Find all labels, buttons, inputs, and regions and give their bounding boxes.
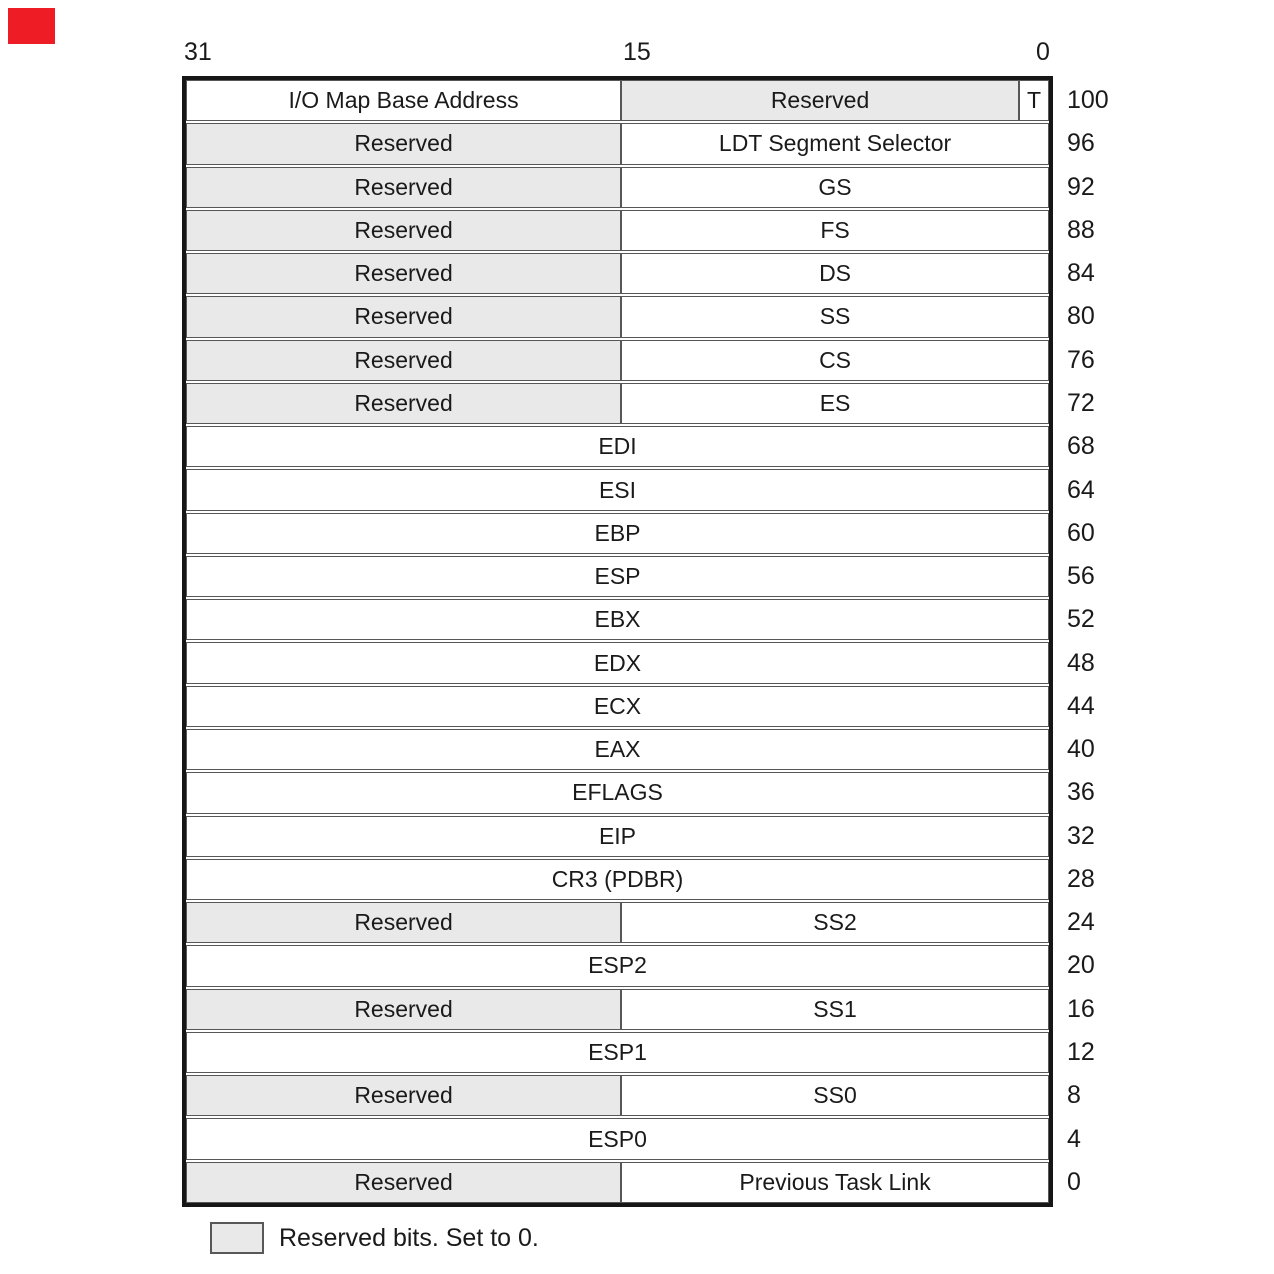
table-row [186,859,1049,900]
offset-label: 12 [1067,1037,1095,1066]
reserved-cell: Reserved [187,903,620,942]
field-cell: LDT Segment Selector [620,124,1048,163]
offset-label: 40 [1067,735,1095,764]
table-row [186,989,1049,1030]
offset-label: 16 [1067,994,1095,1023]
table-row [186,1118,1049,1159]
field-cell: SS0 [620,1076,1048,1115]
bit-position-label-31: 31 [184,38,212,66]
table-row [186,599,1049,640]
table-row [186,772,1049,813]
field-cell: ES [620,384,1048,423]
offset-label: 28 [1067,864,1095,893]
offset-label: 8 [1067,1081,1081,1110]
reserved-cell: Reserved [187,1163,620,1202]
table-row [186,556,1049,597]
offset-label: 68 [1067,432,1095,461]
reserved-cell: Reserved [187,168,620,207]
table-row [186,513,1049,554]
table-row [186,80,1049,121]
reserved-cell: Reserved [187,254,620,293]
field-cell: EDI [598,433,637,460]
reserved-cell: Reserved [187,211,620,250]
field-cell: GS [620,168,1048,207]
field-cell: Previous Task Link [620,1163,1048,1202]
reserved-cell: Reserved [187,341,620,380]
table-row [186,1075,1049,1116]
offset-label: 92 [1067,172,1095,201]
offset-label: 20 [1067,951,1095,980]
offset-label: 44 [1067,691,1095,720]
table-row [186,902,1049,943]
field-cell: FS [620,211,1048,250]
legend [210,1222,539,1254]
bit-position-label-15: 15 [623,38,651,66]
table-row [186,469,1049,510]
field-cell: EBP [594,519,641,546]
field-cell: SS2 [620,903,1048,942]
table-row [186,1032,1049,1073]
table-row [186,426,1049,467]
offset-label: 60 [1067,518,1095,547]
field-cell: EAX [594,736,641,763]
table-row [186,1162,1049,1203]
field-cell: DS [620,254,1048,293]
reserved-cell: Reserved [187,990,620,1029]
table-row [186,123,1049,164]
reserved-cell: Reserved [187,1076,620,1115]
offset-label: 100 [1067,86,1109,115]
table-row [186,383,1049,424]
table-row [186,686,1049,727]
reserved-legend-swatch [210,1222,264,1254]
table-row [186,296,1049,337]
reserved-cell: Reserved [187,384,620,423]
field-cell: ESP0 [588,1125,647,1152]
offset-label: 56 [1067,562,1095,591]
field-cell: CR3 (PDBR) [551,865,684,892]
table-row [186,729,1049,770]
offset-label: 36 [1067,778,1095,807]
tss-structure-table [182,76,1053,1207]
table-row [186,210,1049,251]
debug-trap-bit-cell: T [1018,81,1048,120]
offset-label: 32 [1067,821,1095,850]
table-row [186,945,1049,986]
offset-label: 64 [1067,475,1095,504]
table-row [186,816,1049,857]
offset-label: 52 [1067,605,1095,634]
offset-label: 88 [1067,215,1095,244]
field-cell: ESP2 [588,952,647,979]
byte-offset-column [1067,76,1109,1207]
field-cell: SS [620,297,1048,336]
table-row [186,642,1049,683]
offset-label: 0 [1067,1167,1081,1196]
field-cell: EFLAGS [572,779,663,806]
offset-label: 4 [1067,1124,1081,1153]
offset-label: 80 [1067,302,1095,331]
legend-label: Reserved bits. Set to 0. [279,1223,539,1252]
offset-label: 24 [1067,908,1095,937]
field-cell: ESP1 [588,1038,647,1065]
field-cell: ESI [598,476,637,503]
field-cell: CS [620,341,1048,380]
reserved-cell: Reserved [620,81,1018,120]
offset-label: 72 [1067,388,1095,417]
offset-label: 48 [1067,648,1095,677]
bit-position-label-0: 0 [1036,38,1050,66]
field-cell: EIP [598,822,637,849]
reserved-cell: Reserved [187,124,620,163]
red-marker [8,8,55,44]
offset-label: 76 [1067,345,1095,374]
table-row [186,340,1049,381]
field-cell: SS1 [620,990,1048,1029]
field-cell: ESP [594,563,641,590]
field-cell: EDX [593,649,642,676]
offset-label: 96 [1067,129,1095,158]
reserved-cell: Reserved [187,297,620,336]
offset-label: 84 [1067,259,1095,288]
field-cell: EBX [594,606,641,633]
field-cell: I/O Map Base Address [288,87,519,114]
table-row [186,253,1049,294]
field-cell: ECX [593,692,642,719]
table-row [186,167,1049,208]
